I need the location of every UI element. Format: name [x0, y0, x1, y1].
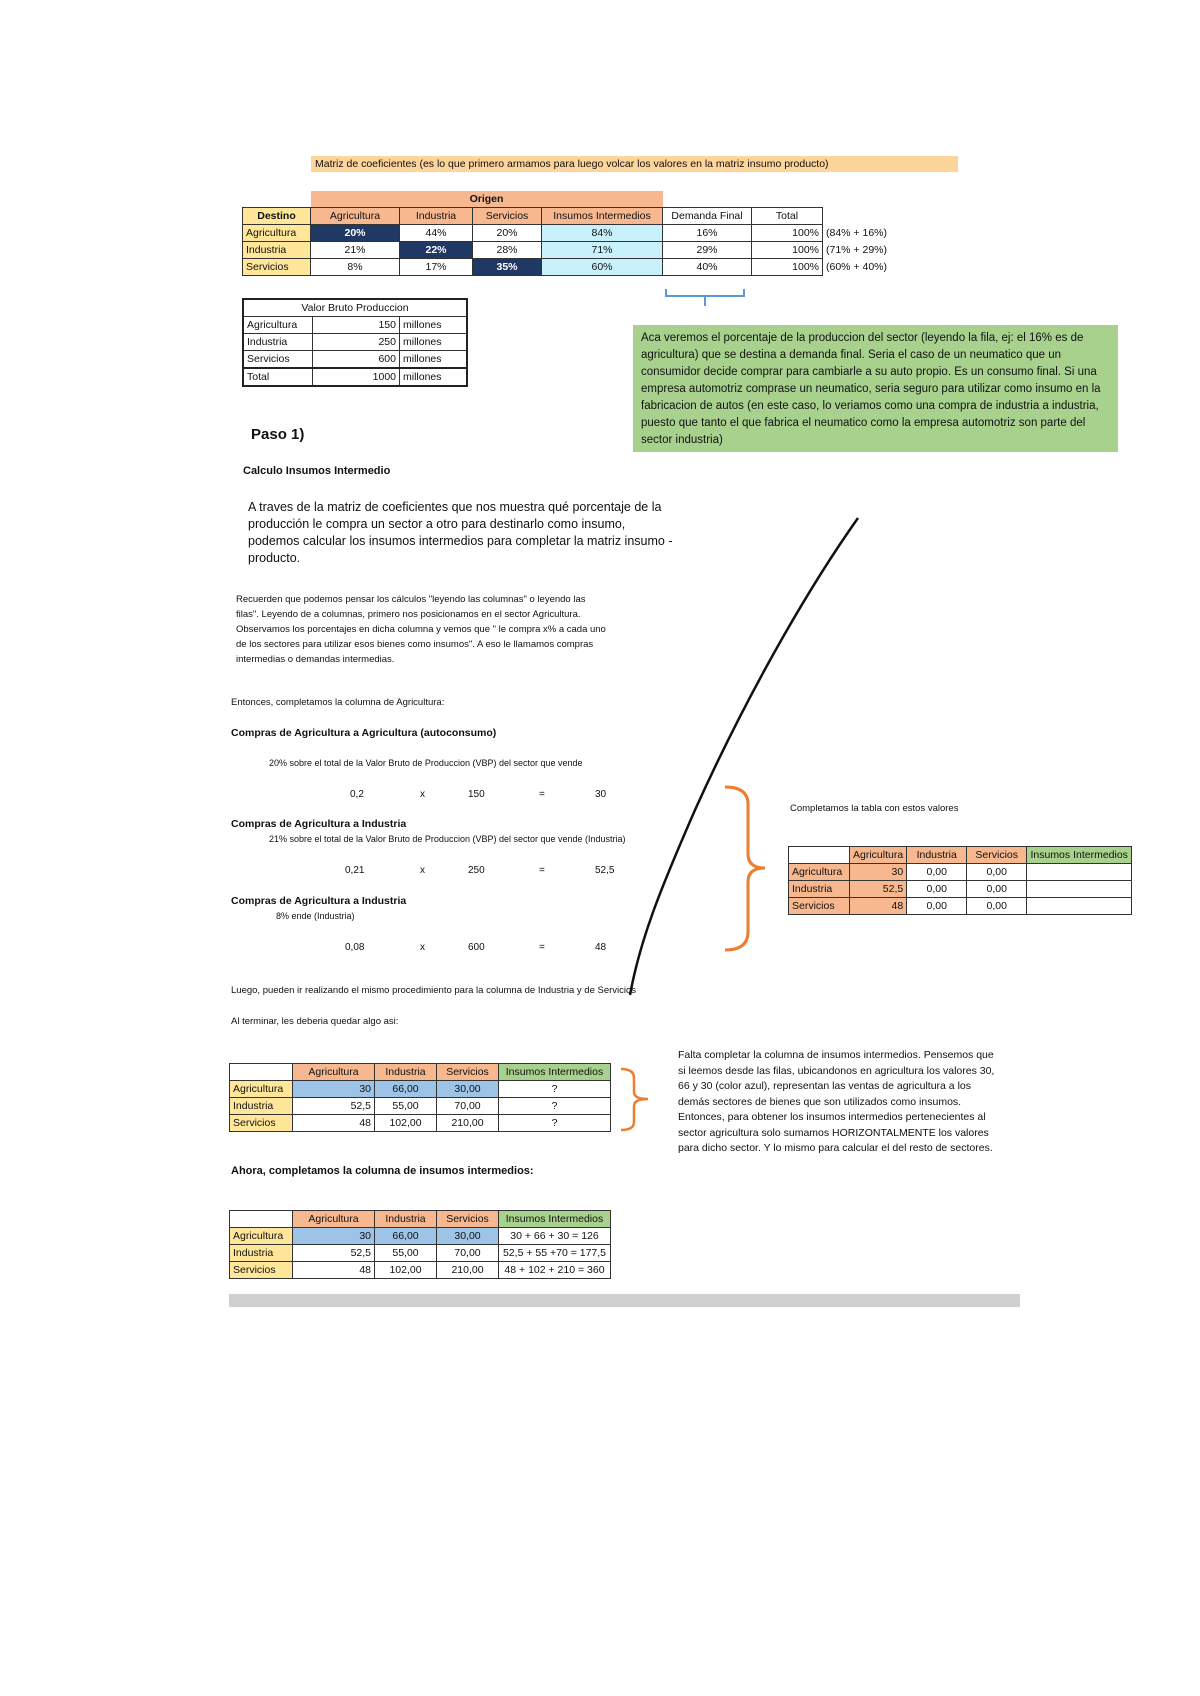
cell: 102,00: [375, 1115, 437, 1132]
vbp-unit: millones: [400, 334, 468, 351]
cell: 0,00: [967, 881, 1027, 898]
cell: ?: [499, 1098, 611, 1115]
vbp-table: [242, 298, 468, 387]
cell: 52,5: [850, 881, 907, 898]
demanda-final-note: Aca veremos el porcentaje de la produccion del sector (leyendo la fila, ej: el 16% es de agricultura) que se destina a demanda final. Seria el caso de un neumatico que un consumidor decide comprar para cambiarle a su auto propio. Es un consumo final. Si una empresa automotriz comprase un neumatico, seria seguro para utilizar como insumo en la fabricacion de autos (en este caso, lo veriamos como una compra de industria a industria, puesto que tanto el que fabrica el neumatico como la empresa automotriz son parte del sector industria): [633, 325, 1118, 452]
cell: 100%: [752, 242, 823, 259]
cell: 16%: [663, 225, 752, 242]
compras-sub: 20% sobre el total de la Valor Bruto de Produccion (VBP) del sector que vende: [269, 758, 583, 768]
calc-op: x: [420, 942, 425, 953]
col-header: Insumos Intermedios: [499, 1211, 611, 1228]
col-header: Industria: [907, 847, 967, 864]
calc-result: 30: [595, 789, 607, 800]
al-terminar-text: Al terminar, les deberia quedar algo asi:: [231, 1016, 399, 1027]
cell: 0,00: [967, 898, 1027, 915]
cell: 30,00: [437, 1228, 499, 1245]
cell: 66,00: [375, 1081, 437, 1098]
orange-brace-small-icon: [618, 1066, 654, 1134]
row-label: Agricultura: [789, 864, 850, 881]
cell: 55,00: [375, 1245, 437, 1262]
complete-matrix-table: [229, 1063, 611, 1132]
section-heading: Calculo Insumos Intermedio: [243, 465, 391, 477]
col-header: Industria: [375, 1064, 437, 1081]
cell: 210,00: [437, 1262, 499, 1279]
col-header: Insumos Intermedios: [542, 208, 663, 225]
cell: [1027, 864, 1132, 881]
col-header: Total: [752, 208, 823, 225]
col-header: Agricultura: [293, 1064, 375, 1081]
calc-eq: =: [539, 942, 545, 953]
compras-heading: Compras de Agricultura a Industria: [231, 895, 407, 907]
row-label: Servicios: [230, 1262, 293, 1279]
row-label: Servicios: [243, 259, 311, 276]
cell: [1027, 898, 1132, 915]
col-header: Industria: [400, 208, 473, 225]
col-header: Insumos Intermedios: [499, 1064, 611, 1081]
vbp-unit: millones: [400, 368, 468, 386]
cell: 102,00: [375, 1262, 437, 1279]
cell: 8%: [311, 259, 400, 276]
cell: 29%: [663, 242, 752, 259]
col-header: Agricultura: [293, 1211, 375, 1228]
vbp-value: 250: [313, 334, 400, 351]
cell: ?: [499, 1115, 611, 1132]
cell: 20%: [473, 225, 542, 242]
cell: 30 + 66 + 30 = 126: [499, 1228, 611, 1245]
calc-eq: =: [539, 865, 545, 876]
row-label: Agricultura: [230, 1081, 293, 1098]
cell: 48: [850, 898, 907, 915]
cell: 0,00: [967, 864, 1027, 881]
calc-op: x: [420, 789, 425, 800]
row-label: Industria: [789, 881, 850, 898]
cell: 66,00: [375, 1228, 437, 1245]
cell: ?: [499, 1081, 611, 1098]
calc-eq: =: [539, 789, 545, 800]
cell: 48: [293, 1115, 375, 1132]
col-header: Insumos Intermedios: [1027, 847, 1132, 864]
calc-vbp: 600: [468, 942, 485, 953]
cell: 40%: [663, 259, 752, 276]
row-note: (84% + 16%): [826, 227, 887, 239]
cell: 30: [850, 864, 907, 881]
calc-result: 48: [595, 942, 607, 953]
vbp-label: Servicios: [243, 351, 313, 369]
final-matrix-table: [229, 1210, 611, 1279]
cell: 0,00: [907, 881, 967, 898]
bottom-divider: [229, 1294, 1020, 1307]
col-header: Servicios: [967, 847, 1027, 864]
col-header: Industria: [375, 1211, 437, 1228]
col-header: Demanda Final: [663, 208, 752, 225]
origin-header: Origen: [311, 191, 663, 208]
calc-coef: 0,08: [345, 942, 365, 953]
cell: 48: [293, 1262, 375, 1279]
calc-coef: 0,21: [345, 865, 365, 876]
cell: 70,00: [437, 1245, 499, 1262]
cell: [1027, 881, 1132, 898]
row-label: Servicios: [789, 898, 850, 915]
cell: 70,00: [437, 1098, 499, 1115]
vbp-unit: millones: [400, 351, 468, 369]
col-header: Agricultura: [850, 847, 907, 864]
cell: 71%: [542, 242, 663, 259]
cell: 100%: [752, 225, 823, 242]
cell: 52,5: [293, 1098, 375, 1115]
row-label: Agricultura: [230, 1228, 293, 1245]
calc-vbp: 250: [468, 865, 485, 876]
cell: 22%: [400, 242, 473, 259]
vbp-value: 150: [313, 317, 400, 334]
calc-row: [0, 865, 615, 876]
luego-text: Luego, pueden ir realizando el mismo procedimiento para la columna de Industria y de Servicios: [231, 985, 637, 996]
entonces-text: Entonces, completamos la columna de Agricultura:: [231, 697, 445, 708]
vbp-value: 600: [313, 351, 400, 369]
cell: 48 + 102 + 210 = 360: [499, 1262, 611, 1279]
completamos-text: Completamos la tabla con estos valores: [790, 803, 959, 814]
ahora-heading: Ahora, completamos la columna de insumos intermedios:: [231, 1165, 534, 1177]
cell: 21%: [311, 242, 400, 259]
cell: 17%: [400, 259, 473, 276]
row-note: (60% + 40%): [826, 261, 887, 273]
calc-vbp: 150: [468, 789, 485, 800]
calc-result: 52,5: [595, 865, 615, 876]
cell: 210,00: [437, 1115, 499, 1132]
cell: 30,00: [437, 1081, 499, 1098]
cell: 60%: [542, 259, 663, 276]
cell: 84%: [542, 225, 663, 242]
cell: 0,00: [907, 864, 967, 881]
vbp-label: Agricultura: [243, 317, 313, 334]
cell: 44%: [400, 225, 473, 242]
calc-op: x: [420, 865, 425, 876]
col-header: Servicios: [473, 208, 542, 225]
row-label: Industria: [243, 242, 311, 259]
cell: 0,00: [907, 898, 967, 915]
row-label: Agricultura: [243, 225, 311, 242]
cell: 52,5: [293, 1245, 375, 1262]
demanda-bracket-icon: [664, 287, 750, 309]
cell: 55,00: [375, 1098, 437, 1115]
vbp-unit: millones: [400, 317, 468, 334]
col-header: Servicios: [437, 1064, 499, 1081]
col-header: Servicios: [437, 1211, 499, 1228]
row-label: Servicios: [230, 1115, 293, 1132]
cell: 20%: [311, 225, 400, 242]
vbp-label: Industria: [243, 334, 313, 351]
calc-row: [0, 942, 607, 953]
coefficient-title-note: Matriz de coeficientes (es lo que primero armamos para luego volcar los valores en la matriz insumo producto): [311, 156, 958, 172]
vbp-title: Valor Bruto Produccion: [243, 299, 467, 317]
coefficient-matrix: [242, 191, 891, 276]
recuerden-paragraph: Recuerden que podemos pensar los cálculos "leyendo las columnas" o leyendo las filas". Leyendo de a columnas, primero nos posicionamos en el sector Agricultura. Observamos los porcentajes en dicha columna y vemos que " le compra x% a cada uno de los sectores para utilizar esos bienes como insumos". A eso le llamamos compras intermedias o demandas intermedias.: [236, 594, 606, 665]
row-label: Industria: [230, 1245, 293, 1262]
compras-heading: Compras de Agricultura a Industria: [231, 818, 407, 830]
cell: 28%: [473, 242, 542, 259]
falta-paragraph: Falta completar la columna de insumos intermedios. Pensemos que si leemos desde las filas, ubicandonos en agricultura los valores 30, 66 y 30 (color azul), representan las ventas de agricultura a los demás sectores de bienes que son utilizados como insumos. Entonces, para obtener los insumos intermedios pertenecientes al sector agricultura solo sumamos HORIZONTALMENTE los valores para dicho sector. Y lo mismo para calcular el del resto de sectores.: [678, 1049, 995, 1154]
destino-header: Destino: [243, 208, 311, 225]
calc-row: [0, 789, 607, 800]
cell: 30: [293, 1228, 375, 1245]
intro-paragraph: A traves de la matriz de coeficientes que nos muestra qué porcentaje de la producción le compra un sector a otro para destinarlo como insumo, podemos calcular los insumos intermedios para completar la matriz insumo - producto.: [248, 500, 673, 565]
compras-heading: Compras de Agricultura a Agricultura (autoconsumo): [231, 727, 497, 739]
pen-stroke-icon: [600, 510, 870, 1000]
compras-sub: 8% ende (Industria): [276, 911, 355, 921]
col-header: Agricultura: [311, 208, 400, 225]
cell: 100%: [752, 259, 823, 276]
compras-sub: 21% sobre el total de la Valor Bruto de Produccion (VBP) del sector que vende (Industria): [269, 834, 626, 844]
vbp-label: Total: [243, 368, 313, 386]
cell: 30: [293, 1081, 375, 1098]
step-title: Paso 1): [251, 426, 305, 443]
cell: 52,5 + 55 +70 = 177,5: [499, 1245, 611, 1262]
calc-coef: 0,2: [350, 789, 364, 800]
row-label: Industria: [230, 1098, 293, 1115]
vbp-value: 1000: [313, 368, 400, 386]
row-note: (71% + 29%): [826, 244, 887, 256]
cell: 35%: [473, 259, 542, 276]
